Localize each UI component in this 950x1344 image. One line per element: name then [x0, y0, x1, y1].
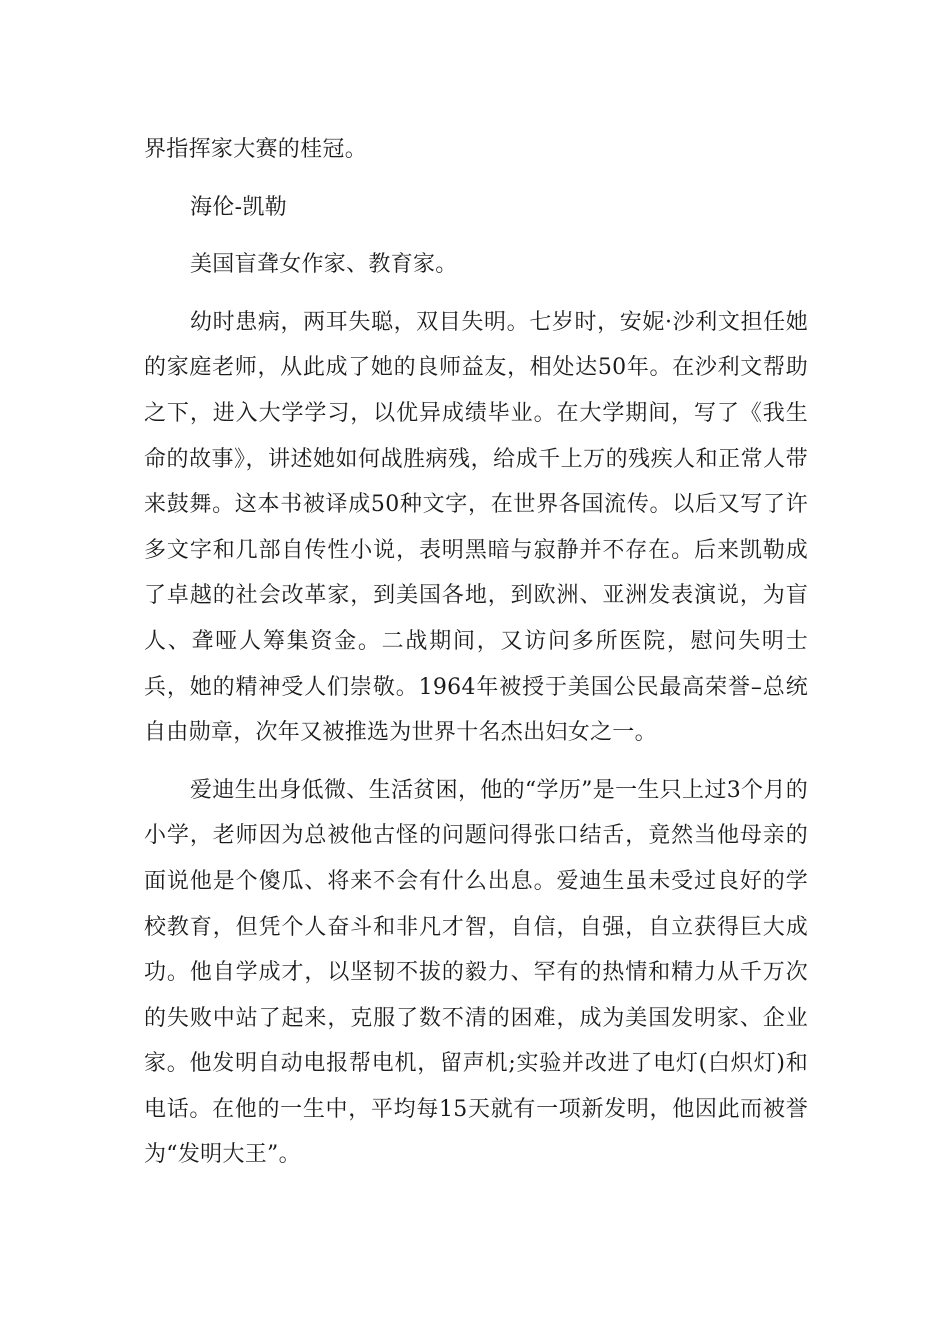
paragraph-helen-keller-bio: 幼时患病，两耳失聪，双目失明。七岁时，安妮·沙利文担任她的家庭老师，从此成了她的良师益友，相处达50年。在沙利文帮助之下，进入大学学习，以优异成绩毕业。在大学期间，写了《我生命的故事》，讲述她如何战胜病残，给成千上万的残疾人和正常人带来鼓舞。这本书被译成50种文字，在世界各国流传。以后又写了许多文字和几部自传性小说，表明黑暗与寂静并不存在。后来凯勒成了卓越的社会改革家，到美国各地，到欧洲、亚洲发表演说，为盲人、聋哑人筹集资金。二战期间，又访问多所医院，慰问失明士兵，她的精神受人们崇敬。1964年被授于美国公民最高荣誉–总统自由勋章，次年又被推选为世界十名杰出妇女之一。 [144, 309, 808, 746]
section-heading-helen-keller: 海伦-凯勒 [190, 194, 287, 220]
paragraph-edison-bio: 爱迪生出身低微、生活贫困，他的“学历”是一生只上过3个月的小学，老师因为总被他古怪的问题问得张口结舌，竟然当他母亲的面说他是个傻瓜、将来不会有什么出息。爱迪生虽未受过良好的学校教育，但凭个人奋斗和非凡才智，自信，自强，自立获得巨大成功。他自学成才，以坚韧不拔的毅力、罕有的热情和精力从千万次的失败中站了起来，克服了数不清的困难，成为美国发明家、企业家。他发明自动电报帮电机，留声机;实验并改进了电灯(白炽灯)和电话。在他的一生中，平均每15天就有一项新发明，他因此而被誉为“发明大王”。 [144, 777, 808, 1168]
document-body [144, 127, 808, 1190]
paragraph-subtitle: 美国盲聋女作家、教育家。 [190, 252, 458, 278]
paragraph-continuation: 界指挥家大赛的桂冠。 [144, 137, 368, 162]
